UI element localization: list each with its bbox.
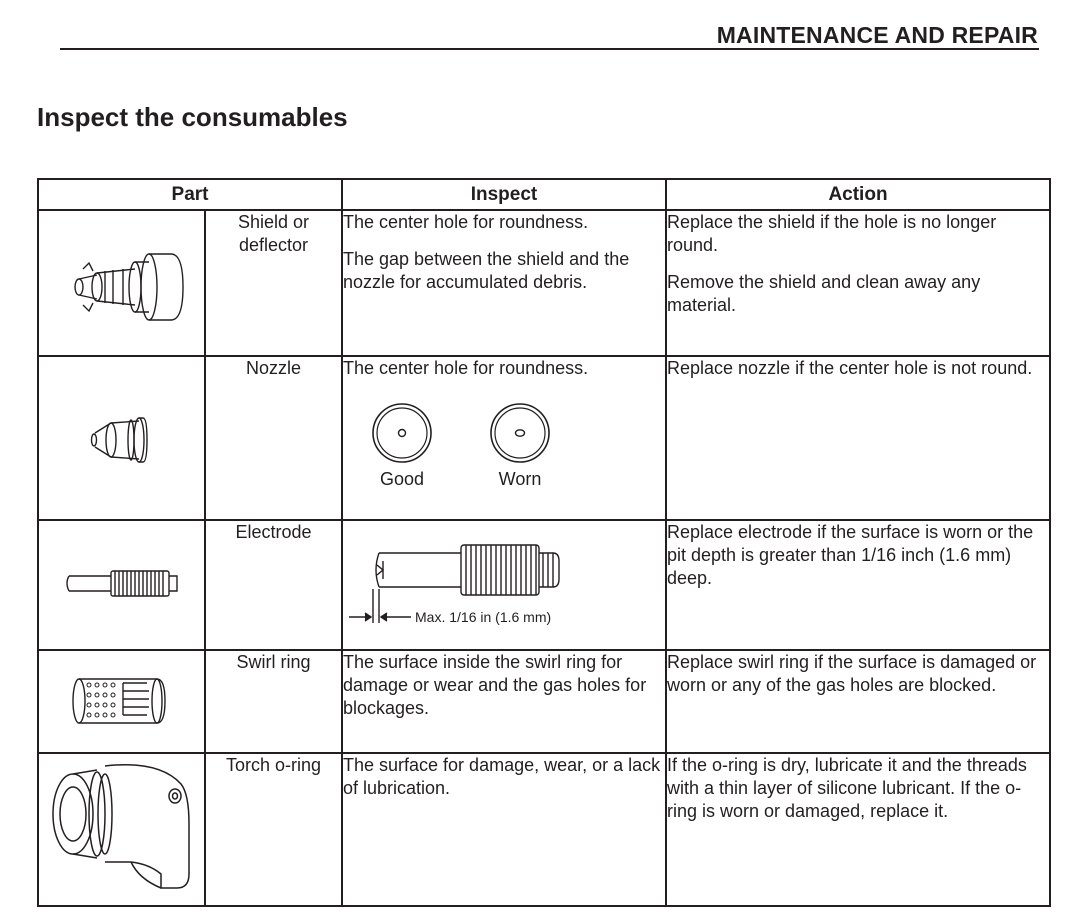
table-row: [38, 650, 1050, 753]
swirl-ring-icon: [39, 651, 204, 752]
action-cell: [666, 650, 1050, 753]
part-image-cell: [38, 753, 205, 906]
action-text: Replace the shield if the hole is no longer round.: [667, 212, 997, 255]
table-row: [38, 356, 1050, 520]
part-name: Torch o-ring: [205, 753, 342, 906]
consumables-table: [37, 178, 1051, 907]
inspect-cell: [342, 210, 666, 356]
inspect-text: The surface inside the swirl ring for damage or wear and the gas holes for blockages.: [343, 652, 647, 718]
table-row: [38, 753, 1050, 906]
torch-o-ring-icon: [39, 754, 204, 905]
nozzle-icon: [39, 357, 204, 519]
part-name: Nozzle: [205, 356, 342, 520]
inspect-text: The surface for damage, wear, or a lack of lubrication.: [343, 755, 661, 798]
action-cell: [666, 356, 1050, 520]
shield-deflector-icon: [39, 211, 204, 355]
action-text: Replace electrode if the surface is worn or the pit depth is greater than 1/16 inch (1.6 mm) deep.: [667, 522, 1034, 588]
inspect-cell: [342, 650, 666, 753]
pit-depth-label: Max. 1/16 in (1.6 mm): [415, 609, 552, 625]
inspect-cell: [342, 753, 666, 906]
nozzle-hole-figures: [371, 402, 665, 491]
worn-label: Worn: [498, 469, 542, 489]
action-text: Remove the shield and clean away any material.: [667, 272, 981, 315]
electrode-icon: [39, 521, 204, 649]
action-text: Replace swirl ring if the surface is damaged or worn or any of the gas holes are blocked.: [667, 652, 1037, 695]
column-header-part: Part: [38, 179, 342, 210]
action-cell: [666, 753, 1050, 906]
table-row: [38, 210, 1050, 356]
worn-hole-figure: [489, 402, 551, 491]
table-header-row: [38, 179, 1050, 210]
part-name: Electrode: [205, 520, 342, 650]
part-image-cell: [38, 520, 205, 650]
table-row: [38, 520, 1050, 650]
inspect-text: The gap between the shield and the nozzle for accumulated debris.: [343, 249, 630, 292]
inspect-text: The center hole for roundness.: [343, 358, 589, 378]
inspect-text: The center hole for roundness.: [343, 212, 589, 232]
electrode-pit-depth-diagram: [343, 531, 649, 631]
part-name: Swirl ring: [205, 650, 342, 753]
part-image-cell: [38, 650, 205, 753]
action-cell: [666, 210, 1050, 356]
part-image-cell: [38, 210, 205, 356]
good-hole-icon: [371, 402, 433, 464]
column-header-inspect: Inspect: [342, 179, 666, 210]
action-cell: [666, 520, 1050, 650]
header-rule: [60, 48, 1039, 50]
inspect-cell: [342, 356, 666, 520]
part-image-cell: [38, 356, 205, 520]
part-name: Shield or deflector: [205, 210, 342, 356]
column-header-action: Action: [666, 179, 1050, 210]
worn-hole-icon: [489, 402, 551, 464]
section-header: MAINTENANCE AND REPAIR: [716, 22, 1038, 48]
action-text: Replace nozzle if the center hole is not round.: [667, 358, 1033, 378]
page-title: Inspect the consumables: [37, 102, 348, 132]
good-label: Good: [379, 469, 425, 489]
good-hole-figure: [371, 402, 433, 491]
action-text: If the o-ring is dry, lubricate it and the threads with a thin layer of silicone lubricant. If the o-ring is worn or damaged, replace it.: [667, 755, 1027, 821]
inspect-cell: [342, 520, 666, 650]
